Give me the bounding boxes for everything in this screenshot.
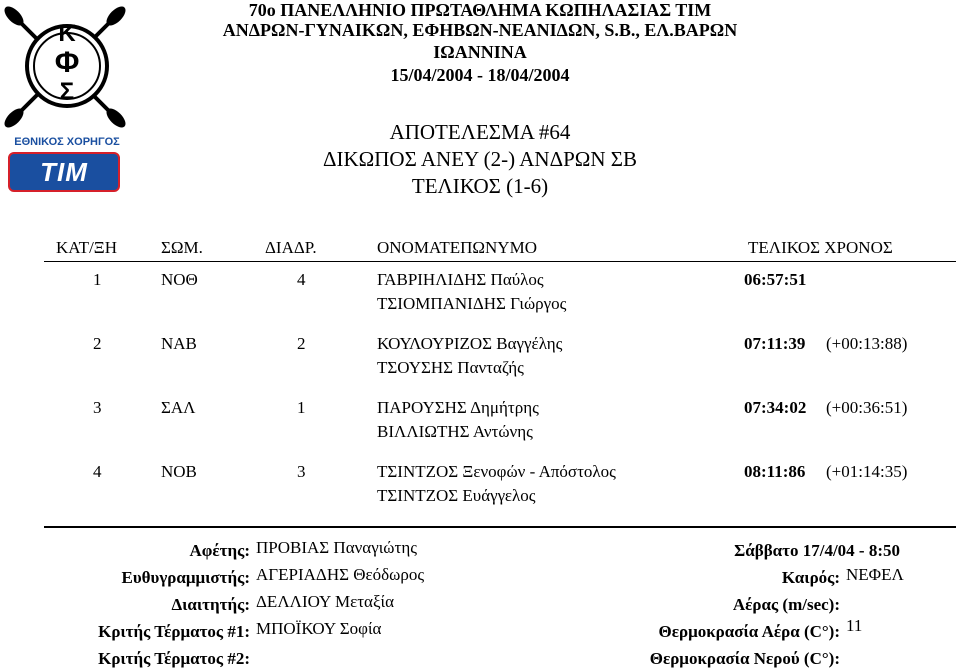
weather-value: ΝΕΦΕΛ — [846, 565, 904, 584]
round-name: ΤΕΛΙΚΟΣ (1-6) — [411, 174, 549, 198]
air-temp-label: Θερμοκρασία Αέρα (C°): — [658, 622, 840, 641]
footer-divider — [44, 526, 956, 528]
rower-2: ΒΙΛΛΙΩΤΗΣ Αντώνης — [377, 422, 533, 441]
rower-2: ΤΣΙΝΤΖΟΣ Ευάγγελος — [377, 486, 536, 505]
lane: 2 — [297, 334, 306, 353]
aligner-label: Ευθυγραμμιστής: — [121, 568, 250, 587]
umpire-value: ΔΕΛΛΙΟΥ Μεταξία — [256, 592, 395, 611]
rower-2: ΤΣΟΥΣΗΣ Πανταζής — [377, 358, 524, 377]
emblem-letter-top: Κ — [58, 20, 76, 47]
water-temp-label: Θερμοκρασία Νερού (C°): — [649, 649, 840, 668]
finish-judge-1-value: ΜΠΟΪΚΟΥ Σοφία — [256, 619, 382, 638]
col-name: ΟΝΟΜΑΤΕΠΩΝΥΜΟ — [377, 238, 537, 257]
rower-1: ΚΟΥΛΟΥΡΙΖΟΣ Βαγγέλης — [377, 334, 563, 353]
sponsor-logo — [8, 152, 120, 192]
rower-1: ΤΣΙΝΤΖΟΣ Ξενοφών - Απόστολος — [377, 462, 616, 481]
city: ΙΩΑΝΝΙΝΑ — [433, 42, 527, 62]
final-time: 07:34:02 — [744, 398, 807, 417]
rank: 4 — [93, 462, 102, 481]
sponsor-name: TIM — [40, 157, 88, 187]
finish-judge-1-label: Κριτής Τέρματος #1: — [98, 622, 250, 641]
wind-label: Αέρας (m/sec): — [732, 595, 840, 614]
final-time: 08:11:86 — [744, 462, 806, 481]
starter-label: Αφέτης: — [189, 541, 250, 560]
result-number: ΑΠΟΤΕΛΕΣΜΑ #64 — [389, 120, 571, 144]
finish-judge-2-label: Κριτής Τέρματος #2: — [98, 649, 250, 668]
emblem-letter-bottom: Σ — [59, 78, 75, 105]
club: ΝΟΘ — [161, 270, 198, 289]
lane: 3 — [297, 462, 306, 481]
dates: 15/04/2004 - 18/04/2004 — [390, 65, 570, 85]
event-name: ΔΙΚΩΠΟΣ ΑΝΕΥ (2-) ΑΝΔΡΩΝ ΣΒ — [322, 147, 638, 171]
categories-line: ΑΝΔΡΩΝ-ΓΥΝΑΙΚΩΝ, ΕΦΗΒΩΝ-ΝΕΑΝΙΔΩΝ, S.B., ΕΛ.ΒΑΡΩΝ — [222, 20, 738, 40]
col-rank: ΚΑΤ/ΞΗ — [56, 238, 118, 257]
club: ΝΟΒ — [161, 462, 197, 481]
rower-1: ΓΑΒΡΙΗΛΙΔΗΣ Παύλος — [377, 270, 544, 289]
col-lane: ΔΙΑΔΡ. — [265, 238, 317, 257]
header-divider — [44, 261, 956, 262]
rank: 3 — [93, 398, 102, 417]
col-club: ΣΩΜ. — [161, 238, 203, 257]
club: ΣΑΛ — [161, 398, 196, 417]
lane: 4 — [297, 270, 306, 289]
federation-logo — [2, 2, 132, 192]
rower-2: ΤΣΙΟΜΠΑΝΙΔΗΣ Γιώργος — [377, 294, 567, 313]
time-diff: (+00:13:88) — [826, 334, 908, 353]
starter-value: ΠΡΟΒΙΑΣ Παναγιώτης — [256, 538, 417, 557]
emblem-letter-mid: Φ — [54, 46, 80, 79]
final-time: 06:57:51 — [744, 270, 807, 289]
final-time: 07:11:39 — [744, 334, 806, 353]
championship-title: 70ο ΠΑΝΕΛΛΗΝΙΟ ΠΡΩΤΑΘΛΗΜΑ ΚΩΠΗΛΑΣΙΑΣ ΤΙΜ — [248, 0, 712, 20]
rank: 2 — [93, 334, 102, 353]
race-datetime: Σάββατο 17/4/04 - 8:50 — [734, 541, 900, 560]
lane: 1 — [297, 398, 306, 417]
umpire-label: Διαιτητής: — [171, 595, 250, 614]
time-diff: (+01:14:35) — [826, 462, 908, 481]
sponsor-caption: ΕΘΝΙΚΟΣ ΧΟΡΗΓΟΣ — [14, 136, 120, 148]
weather-label: Καιρός: — [781, 568, 840, 587]
aligner-value: ΑΓΕΡΙΑΔΗΣ Θεόδωρος — [256, 565, 425, 584]
rower-1: ΠΑΡΟΥΣΗΣ Δημήτρης — [377, 398, 539, 417]
rank: 1 — [93, 270, 102, 289]
club: ΝΑΒ — [161, 334, 197, 353]
col-time: ΤΕΛΙΚΟΣ ΧΡΟΝΟΣ — [748, 238, 893, 257]
time-diff: (+00:36:51) — [826, 398, 908, 417]
air-temp-value: 11 — [846, 616, 863, 635]
